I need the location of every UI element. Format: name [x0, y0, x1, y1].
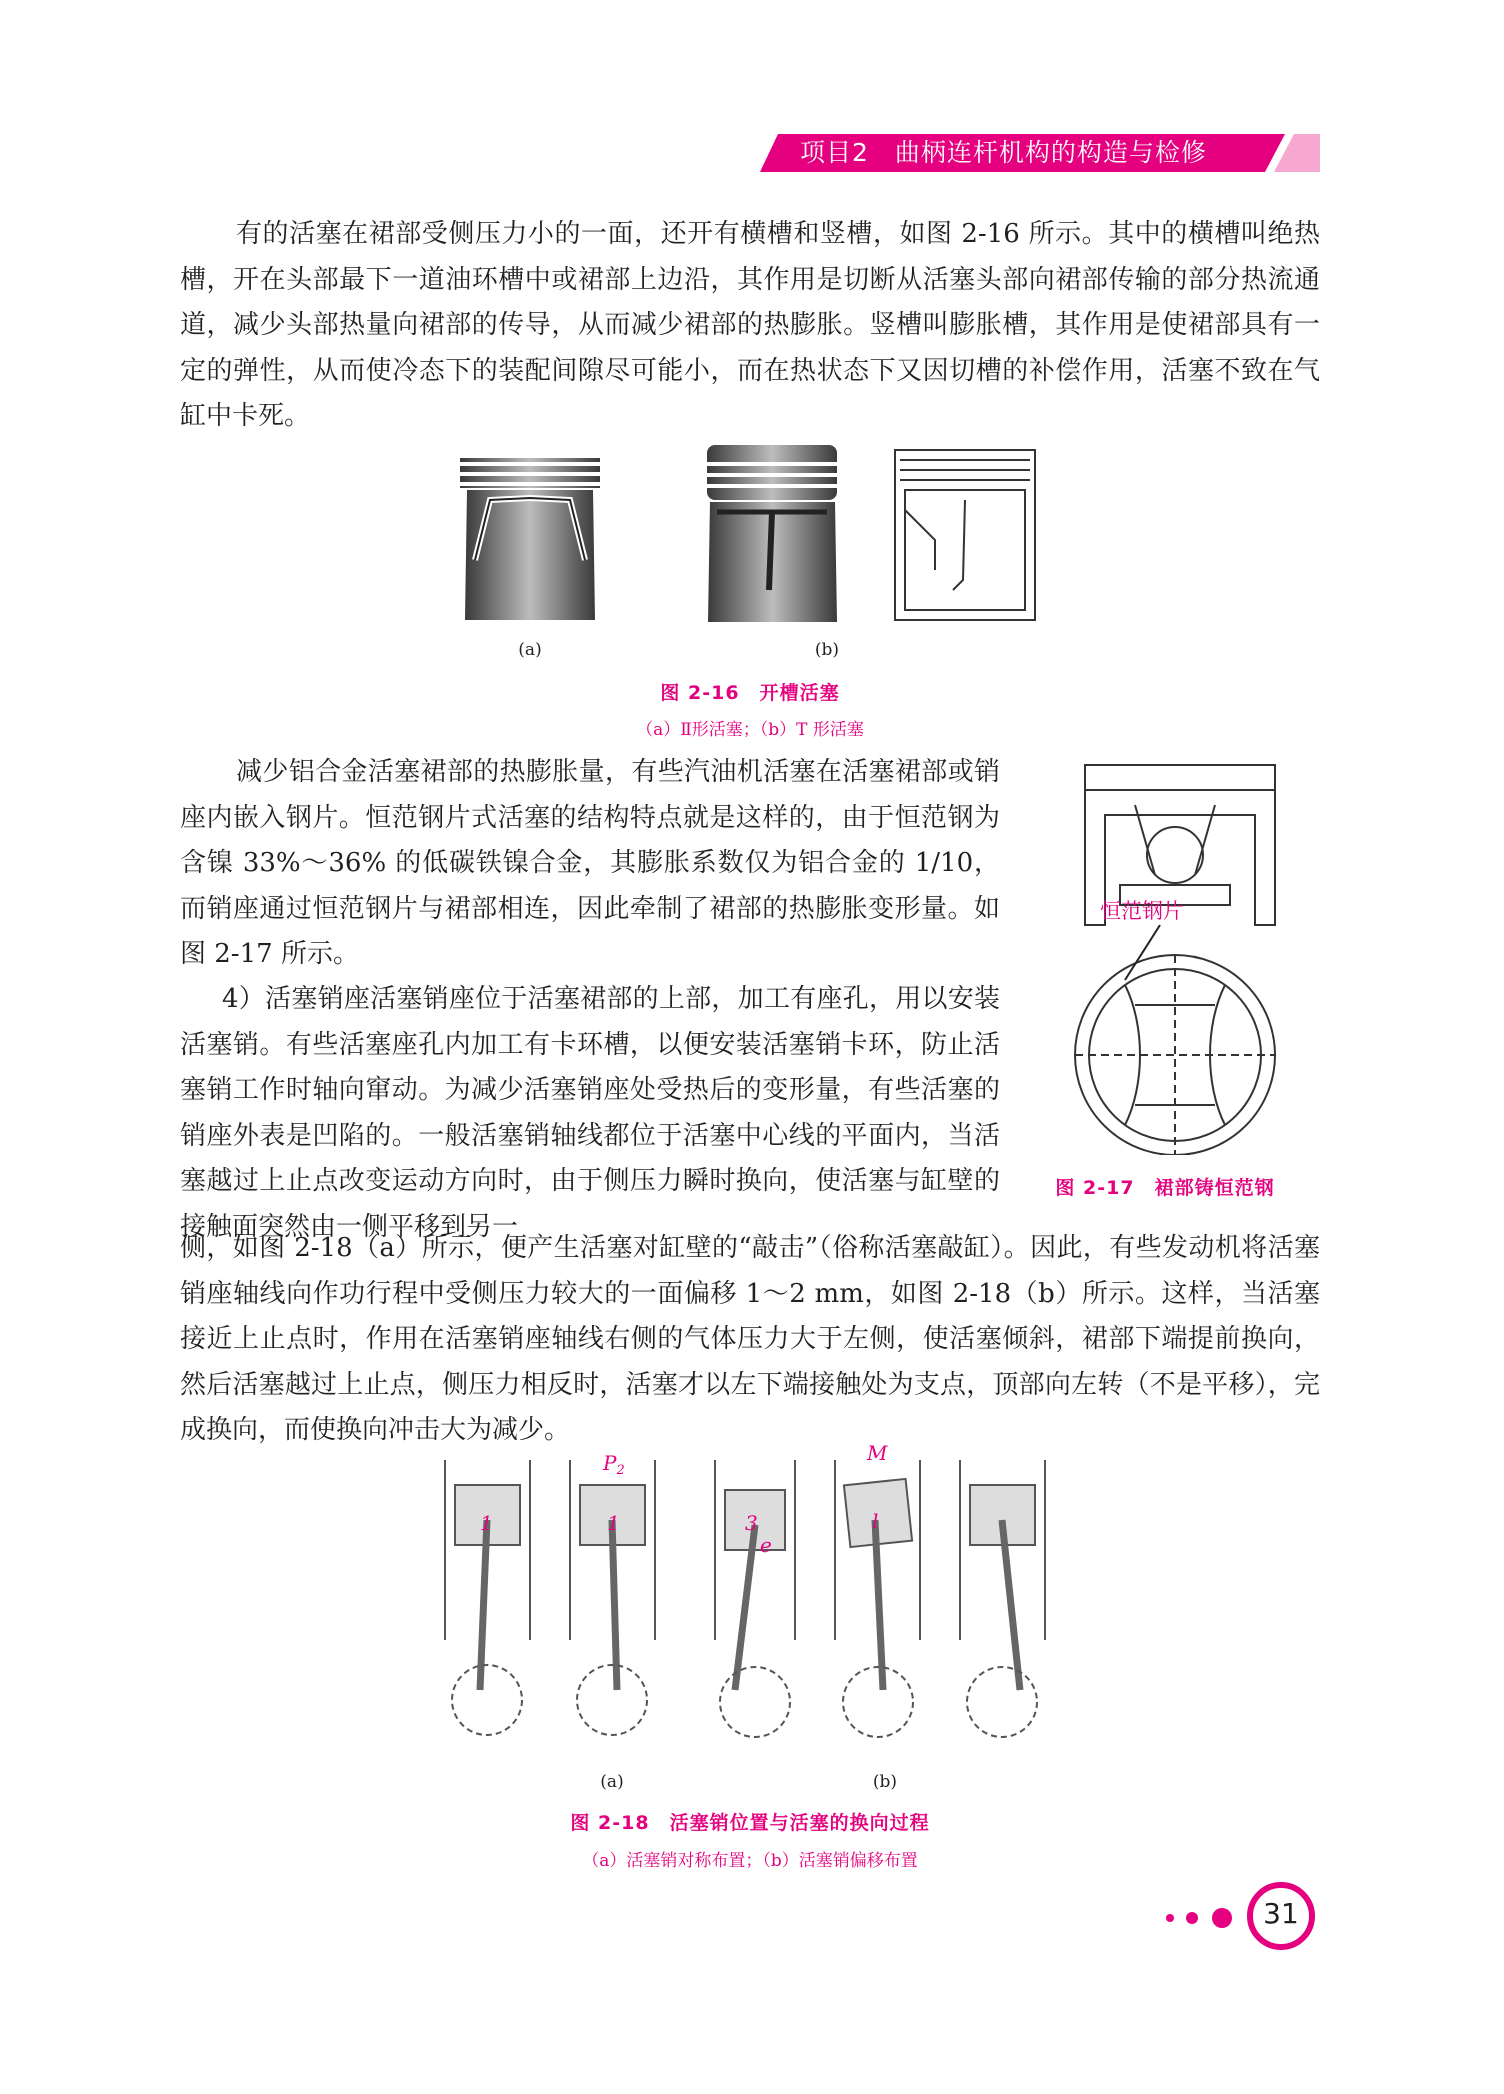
- fig17-caption-title: 图 2-17 裙部铸恒范钢: [1055, 1177, 1275, 1199]
- fig16-label-a: (a): [518, 640, 542, 660]
- piston-b-image: [707, 445, 837, 622]
- figure-2-17-invar-piston: [1025, 755, 1315, 1155]
- svg-text:P2: [602, 1451, 625, 1478]
- fig18-mark-m: M: [867, 1441, 888, 1465]
- fig18-mark-1b: 1: [607, 1511, 620, 1535]
- fig16-caption-subtitle: （a）Ⅱ形活塞；（b）T 形活塞: [636, 720, 864, 740]
- fig18-mark-l: l: [872, 1509, 879, 1533]
- page-number: 31: [1263, 1897, 1299, 1930]
- chapter-title: 项目2 曲柄连杆机构的构造与检修: [800, 138, 1207, 167]
- fig18-label-a: (a): [600, 1772, 624, 1792]
- paragraph-pin-offset: 侧，如图 2-18（a）所示，便产生活塞对缸壁的“敲击”（俗称活塞敲缸）。因此，有些发动机将活塞销座轴线向作功行程中受侧压力较大的一面偏移 1～2 mm，如图 2-18（b）所示。这样，当活塞接近上止点时，作用在活塞销座轴线右侧的气体压力大于左侧，使活塞倾斜，裙部下端提前换向，然后活塞越过上止点，侧压力相反时，活塞才以左下端接触处为支点，顶部向左转（不是平移），完成换向，而使换向冲击大为减少。: [180, 1233, 1320, 1445]
- fig18-mark-3: 3: [745, 1511, 758, 1535]
- piston-a-image: [460, 458, 600, 620]
- station-2: [570, 1460, 655, 1735]
- station-3: [715, 1460, 795, 1737]
- paragraph-pin-boss: 4）活塞销座活塞销座位于活塞裙部的上部，加工有座孔，用以安装活塞销。有些活塞座孔内加工有卡环槽，以便安装活塞销卡环，防止活塞销工作时轴向窜动。为减少活塞销座处受热后的变形量，有些活塞的销座外表是凹陷的。一般活塞销轴线都位于活塞中心线的平面内，当活塞越过上止点改变运动方向时，由于侧压力瞬时换向，使活塞与缸壁的接触面突然由一侧平移到另一: [180, 984, 1000, 1242]
- piston-b-section: [895, 450, 1035, 620]
- fig17-annotation: 恒范钢片: [1100, 899, 1184, 923]
- fig18-caption-subtitle: （a）活塞销对称布置；（b）活塞销偏移布置: [582, 1851, 918, 1871]
- station-1: [445, 1460, 530, 1735]
- station-5: [960, 1460, 1045, 1737]
- fig18-label-b: (b): [872, 1772, 898, 1792]
- fig16-label-b: (b): [814, 640, 840, 660]
- fig18-mark-p: P: [603, 1451, 617, 1475]
- paragraph-grooves: 有的活塞在裙部受侧压力小的一面，还开有横槽和竖槽，如图 2-16 所示。其中的横槽叫绝热槽，开在头部最下一道油环槽中或裙部上边沿，其作用是切断从活塞头部向裙部传输的部分热流通道，减少头部热量向裙部的传导，从而减少裙部的热膨胀。竖槽叫膨胀槽，其作用是使裙部具有一定的弹性，从而使冷态下的装配间隙尽可能小，而在热状态下又因切槽的补偿作用，活塞不致在气缸中卡死。: [180, 219, 1320, 431]
- fig18-mark-1a: 1: [480, 1511, 493, 1535]
- fig18-mark-p-sub: 2: [616, 1463, 625, 1478]
- figure-2-16-slotted-pistons: [455, 440, 1050, 630]
- figure-2-18-piston-reversal: [435, 1440, 1055, 1760]
- fig18-caption-title: 图 2-18 活塞销位置与活塞的换向过程: [570, 1812, 930, 1834]
- station-4: [835, 1460, 920, 1737]
- fig18-mark-e: e: [760, 1533, 772, 1557]
- paragraph-invar-steel: 减少铝合金活塞裙部的热膨胀量，有些汽油机活塞在活塞裙部或销座内嵌入钢片。恒范钢片式活塞的结构特点就是这样的，由于恒范钢为含镍 33%～36% 的低碳铁镍合金，其膨胀系数仅为铝合金的 1/10，而销座通过恒范钢片与裙部相连，因此牵制了裙部的热膨胀变形量。如图 2-17 所示。: [180, 757, 1000, 969]
- fig16-caption-title: 图 2-16 开槽活塞: [660, 682, 840, 704]
